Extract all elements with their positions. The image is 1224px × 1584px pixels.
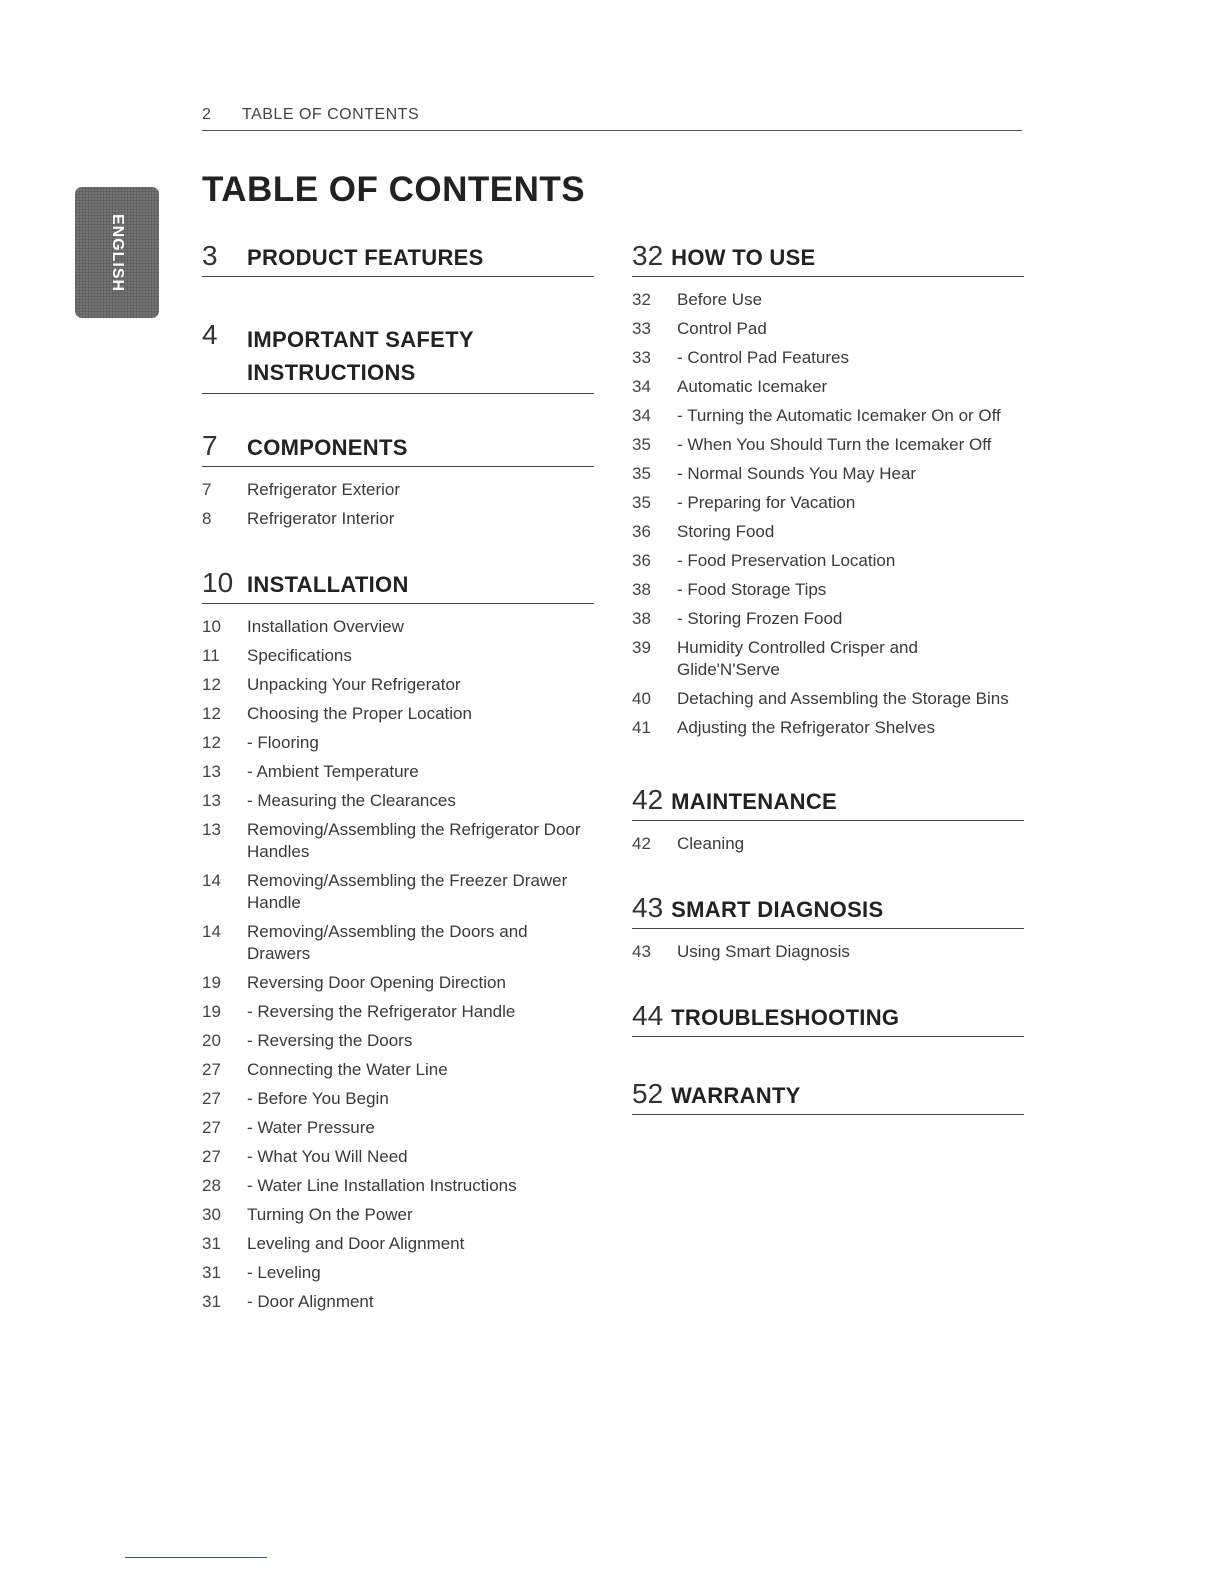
toc-entry[interactable]	[632, 550, 1024, 572]
entry-page-number: 10	[202, 617, 221, 636]
entry-page-number: 31	[202, 1263, 221, 1282]
section-title: WARRANTY	[671, 1083, 801, 1108]
entry-label: Control Pad	[677, 319, 767, 338]
section-title: INSTALLATION	[247, 572, 409, 597]
toc-entry[interactable]	[202, 703, 594, 725]
entry-page-number: 11	[202, 646, 220, 665]
entry-page-number: 14	[202, 871, 221, 890]
toc-entry[interactable]	[632, 318, 1024, 340]
section-page-number: 4	[202, 319, 218, 350]
entry-page-number: 40	[632, 689, 651, 708]
entry-page-number: 19	[202, 1002, 221, 1021]
section-page-number: 52	[632, 1078, 664, 1109]
toc-entry[interactable]	[202, 1175, 594, 1197]
toc-entries	[632, 833, 1024, 855]
page-title: TABLE OF CONTENTS	[202, 170, 586, 209]
toc-entry[interactable]	[202, 921, 594, 965]
entry-page-number: 31	[202, 1292, 221, 1311]
entry-page-number: 28	[202, 1176, 221, 1195]
toc-entry[interactable]	[202, 674, 594, 696]
toc-entry[interactable]	[632, 941, 1024, 963]
entry-page-number: 35	[632, 464, 651, 483]
entry-page-number: 34	[632, 377, 651, 396]
toc-section-important-safety[interactable]	[202, 319, 594, 394]
entry-label: - Reversing the Doors	[247, 1031, 413, 1050]
toc-entry[interactable]	[202, 645, 594, 667]
entry-page-number: 7	[202, 480, 212, 499]
entry-page-number: 13	[202, 820, 221, 839]
entry-label: - When You Should Turn the Icemaker Off	[677, 435, 992, 454]
toc-entry[interactable]	[632, 833, 1024, 855]
section-page-number: 44	[632, 1000, 664, 1031]
entry-page-number: 27	[202, 1147, 221, 1166]
toc-entry[interactable]	[202, 1001, 594, 1023]
toc-entry[interactable]	[632, 347, 1024, 369]
section-title: MAINTENANCE	[671, 789, 838, 814]
toc-section-smart-diagnosis[interactable]	[632, 892, 1024, 970]
entry-label: Detaching and Assembling the Storage Bins	[677, 689, 1009, 708]
entry-page-number: 38	[632, 580, 651, 599]
toc-entries	[202, 479, 594, 530]
toc-entry[interactable]	[202, 972, 594, 994]
section-title: IMPORTANT SAFETY INSTRUCTIONS	[247, 327, 474, 385]
entry-label: - Ambient Temperature	[247, 762, 419, 781]
toc-entry[interactable]	[202, 1291, 594, 1313]
entry-label: - Storing Frozen Food	[677, 609, 843, 628]
entry-label: - Reversing the Refrigerator Handle	[247, 1002, 516, 1021]
entry-page-number: 39	[632, 638, 651, 657]
section-title: COMPONENTS	[247, 435, 408, 460]
entry-label: - Preparing for Vacation	[677, 493, 856, 512]
entry-page-number: 12	[202, 733, 221, 752]
entry-page-number: 27	[202, 1089, 221, 1108]
toc-entry[interactable]	[202, 732, 594, 754]
toc-entry[interactable]	[632, 579, 1024, 601]
toc-section-warranty[interactable]	[632, 1078, 1024, 1115]
entry-page-number: 35	[632, 435, 651, 454]
footer-rule	[125, 1557, 267, 1558]
entry-page-number: 35	[632, 493, 651, 512]
toc-section-product-features[interactable]	[202, 240, 594, 277]
entry-label: - Turning the Automatic Icemaker On or Off	[677, 406, 1001, 425]
entry-label: - Water Line Installation Instructions	[247, 1176, 517, 1195]
entry-page-number: 12	[202, 704, 221, 723]
entry-label: - What You Will Need	[247, 1147, 408, 1166]
language-tab	[75, 187, 159, 318]
entry-page-number: 19	[202, 973, 221, 992]
entry-label: Before Use	[677, 290, 763, 309]
entry-label: Automatic Icemaker	[677, 377, 828, 396]
entry-label: - Door Alignment	[247, 1292, 374, 1311]
entry-label: Using Smart Diagnosis	[677, 942, 850, 961]
entry-label: - Control Pad Features	[677, 348, 849, 367]
entry-label: Removing/Assembling the Doors and Drawers	[247, 922, 528, 963]
toc-entry[interactable]	[202, 761, 594, 783]
toc-entry[interactable]	[202, 1117, 594, 1139]
section-page-number: 10	[202, 567, 234, 598]
section-title: PRODUCT FEATURES	[247, 245, 484, 270]
toc-section-how-to-use[interactable]	[632, 240, 1024, 746]
entry-page-number: 8	[202, 509, 212, 528]
entry-page-number: 34	[632, 406, 651, 425]
entry-page-number: 33	[632, 319, 651, 338]
entry-page-number: 36	[632, 551, 651, 570]
entry-page-number: 13	[202, 791, 221, 810]
entry-page-number: 12	[202, 675, 221, 694]
entry-label: Cleaning	[677, 834, 745, 853]
toc-section-components[interactable]	[202, 430, 594, 537]
toc-entry[interactable]	[202, 790, 594, 812]
entry-label: - Before You Begin	[247, 1089, 389, 1108]
toc-entry[interactable]	[202, 508, 594, 530]
entry-label: Connecting the Water Line	[247, 1060, 448, 1079]
toc-entry[interactable]	[202, 479, 594, 501]
toc-entries	[202, 616, 594, 1313]
toc-entry[interactable]	[632, 492, 1024, 514]
entry-page-number: 27	[202, 1118, 221, 1137]
section-page-number: 32	[632, 240, 664, 271]
entry-label: Removing/Assembling the Refrigerator Door Handles	[247, 820, 581, 861]
section-page-number: 43	[632, 892, 664, 923]
section-page-number: 42	[632, 784, 664, 815]
toc-entry[interactable]	[202, 1204, 594, 1226]
header-section-title: TABLE OF CONTENTS	[242, 106, 420, 123]
page-number: 2	[202, 106, 212, 123]
entry-label: Storing Food	[677, 522, 775, 541]
toc-entry[interactable]	[202, 1059, 594, 1081]
entry-page-number: 43	[632, 942, 651, 961]
toc-entry[interactable]	[202, 616, 594, 638]
entry-label: Reversing Door Opening Direction	[247, 973, 506, 992]
entry-label: Adjusting the Refrigerator Shelves	[677, 718, 935, 737]
toc-entry[interactable]	[202, 1233, 594, 1255]
entry-page-number: 30	[202, 1205, 221, 1224]
entry-label: Removing/Assembling the Freezer Drawer Handle	[247, 871, 568, 912]
entry-label: - Measuring the Clearances	[247, 791, 456, 810]
entry-page-number: 13	[202, 762, 221, 781]
toc-entry[interactable]	[202, 870, 594, 914]
toc-entry[interactable]	[632, 405, 1024, 427]
toc-entry[interactable]	[632, 688, 1024, 710]
section-title: HOW TO USE	[671, 245, 816, 270]
toc-section-troubleshooting[interactable]	[632, 1000, 1024, 1037]
entry-page-number: 36	[632, 522, 651, 541]
entry-page-number: 31	[202, 1234, 221, 1253]
entry-label: Turning On the Power	[247, 1205, 413, 1224]
entry-page-number: 42	[632, 834, 651, 853]
entry-page-number: 14	[202, 922, 221, 941]
entry-label: - Flooring	[247, 733, 319, 752]
entry-page-number: 33	[632, 348, 651, 367]
section-title: TROUBLESHOOTING	[671, 1005, 900, 1030]
entry-label: Leveling and Door Alignment	[247, 1234, 465, 1253]
entry-label: Refrigerator Exterior	[247, 480, 401, 499]
toc-entry[interactable]	[202, 819, 594, 863]
entry-label: Specifications	[247, 646, 352, 665]
entry-label: - Food Storage Tips	[677, 580, 827, 599]
entry-label: - Normal Sounds You May Hear	[677, 464, 917, 483]
toc-entry[interactable]	[632, 608, 1024, 630]
toc-entry[interactable]	[632, 521, 1024, 543]
toc-entry[interactable]	[632, 463, 1024, 485]
toc-entry[interactable]	[632, 637, 1024, 681]
toc-entry[interactable]	[632, 434, 1024, 456]
toc-section-installation[interactable]	[202, 567, 594, 1320]
language-tab-label: ENGLISH	[109, 213, 126, 292]
toc-entry[interactable]	[632, 717, 1024, 739]
entry-label: Refrigerator Interior	[247, 509, 395, 528]
toc-entry[interactable]	[202, 1088, 594, 1110]
toc-entry[interactable]	[632, 289, 1024, 311]
entry-label: Humidity Controlled Crisper and Glide'N'Serve	[677, 638, 918, 679]
section-page-number: 7	[202, 430, 218, 461]
entry-page-number: 20	[202, 1031, 221, 1050]
toc-entry[interactable]	[632, 376, 1024, 398]
section-title: SMART DIAGNOSIS	[671, 897, 884, 922]
toc-entries	[632, 289, 1024, 739]
entry-label: Choosing the Proper Location	[247, 704, 472, 723]
entry-label: - Food Preservation Location	[677, 551, 896, 570]
entry-label: - Leveling	[247, 1263, 321, 1282]
page-header	[202, 106, 1022, 131]
toc-section-maintenance[interactable]	[632, 784, 1024, 862]
section-page-number: 3	[202, 240, 218, 271]
entry-label: Unpacking Your Refrigerator	[247, 675, 461, 694]
toc-entry[interactable]	[202, 1146, 594, 1168]
entry-page-number: 38	[632, 609, 651, 628]
entry-page-number: 32	[632, 290, 651, 309]
toc-entry[interactable]	[202, 1030, 594, 1052]
entry-label: - Water Pressure	[247, 1118, 375, 1137]
toc-entries	[632, 941, 1024, 963]
entry-page-number: 41	[632, 718, 651, 737]
entry-label: Installation Overview	[247, 617, 404, 636]
toc-entry[interactable]	[202, 1262, 594, 1284]
entry-page-number: 27	[202, 1060, 221, 1079]
